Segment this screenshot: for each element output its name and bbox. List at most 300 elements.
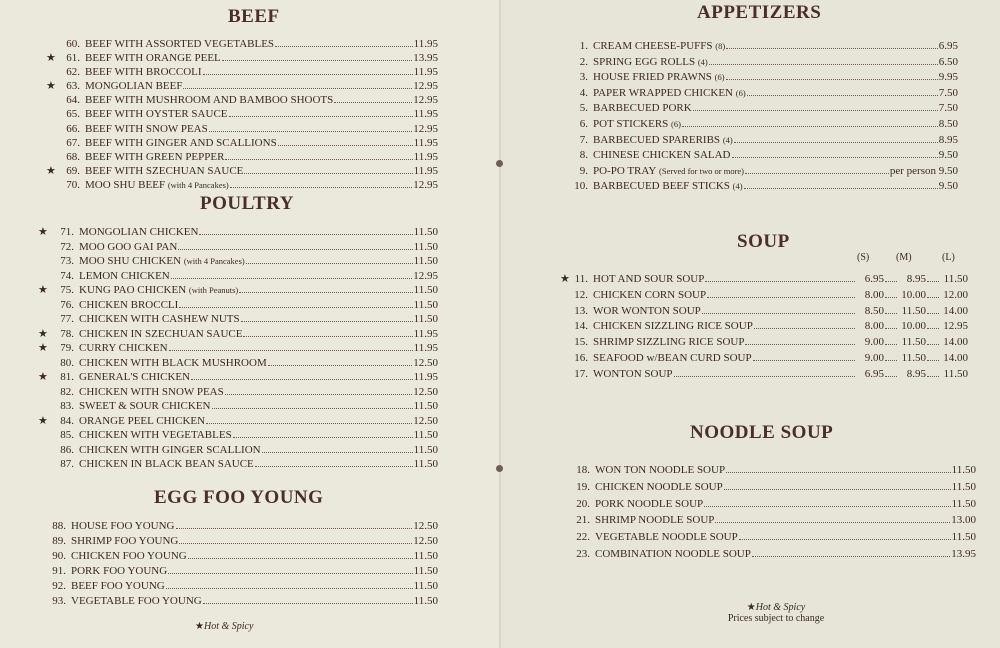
hot-spicy-star-icon: ★ bbox=[46, 80, 56, 93]
item-price: 11.95 bbox=[413, 108, 438, 121]
dot-leader bbox=[225, 159, 412, 160]
item-price: 12.95 bbox=[413, 94, 438, 107]
menu-item bbox=[30, 269, 438, 284]
item-name: BARBECUED SPARERIBS bbox=[593, 133, 721, 146]
menu-item bbox=[550, 86, 958, 102]
item-price: 11.95 bbox=[413, 371, 438, 383]
item-number: 3. bbox=[579, 71, 588, 84]
item-price: 11.50 bbox=[413, 595, 438, 608]
item-number: 89. bbox=[52, 535, 66, 548]
item-price: 6.50 bbox=[938, 55, 958, 68]
menu-item bbox=[550, 133, 958, 149]
item-number: 69. bbox=[66, 164, 80, 177]
item-price: 8.95 bbox=[938, 133, 958, 146]
item-price: 13.00 bbox=[951, 514, 976, 527]
noodle-soup-item-list bbox=[550, 462, 976, 563]
item-name: BEEF WITH GINGER AND SCALLIONS bbox=[85, 136, 277, 149]
menu-item bbox=[30, 164, 438, 178]
item-number: 93. bbox=[52, 595, 66, 608]
dot-leader bbox=[209, 131, 413, 132]
dot-leader bbox=[726, 472, 951, 473]
item-name: CURRY CHICKEN bbox=[79, 342, 168, 354]
menu-item bbox=[550, 39, 958, 55]
star-icon: ★ bbox=[746, 602, 756, 613]
item-name: VEGETABLE NOODLE SOUP bbox=[595, 531, 738, 544]
poultry-item-list bbox=[30, 225, 438, 472]
price-large: 14.00 bbox=[943, 351, 968, 364]
item-name: HOUSE FRIED PRAWNS bbox=[593, 71, 712, 84]
price-medium: 8.95 bbox=[906, 367, 926, 380]
menu-item bbox=[550, 512, 976, 529]
item-name: BARBECUED BEEF STICKS bbox=[593, 180, 730, 193]
menu-item bbox=[30, 122, 438, 136]
dot-leader bbox=[203, 603, 413, 604]
item-number: 86. bbox=[60, 443, 74, 456]
item-price: 11.50 bbox=[413, 458, 438, 470]
dot-leader bbox=[206, 423, 412, 424]
item-name: HOT AND SOUR SOUP bbox=[593, 273, 705, 285]
menu-item bbox=[30, 225, 438, 240]
menu-item bbox=[550, 164, 958, 180]
item-price: 7.50 bbox=[938, 102, 958, 115]
item-number: 8. bbox=[579, 149, 588, 162]
item-name: SHRIMP SIZZLING RICE SOUP bbox=[593, 336, 745, 349]
item-price: 12.95 bbox=[413, 269, 438, 282]
item-price: 11.50 bbox=[413, 443, 438, 456]
item-note: (6) bbox=[714, 72, 725, 83]
item-name: LEMON CHICKEN bbox=[79, 269, 170, 282]
item-note: (with 4 Pancakes) bbox=[167, 179, 229, 190]
menu-item bbox=[550, 496, 976, 513]
item-name: KUNG PAO CHICKEN bbox=[79, 284, 187, 296]
dot-leader bbox=[752, 556, 950, 557]
item-name: MOO SHU BEEF bbox=[85, 178, 166, 191]
item-number: 87. bbox=[60, 458, 74, 470]
prices-notice: Prices subject to change bbox=[727, 613, 825, 624]
menu-item bbox=[30, 356, 438, 371]
item-number: 67. bbox=[66, 136, 80, 149]
item-number: 64. bbox=[66, 94, 80, 107]
item-name: CHICKEN CORN SOUP bbox=[593, 288, 707, 301]
item-name: PORK NOODLE SOUP bbox=[595, 497, 704, 510]
item-price: 11.95 bbox=[413, 66, 438, 79]
item-name: CHICKEN WITH SNOW PEAS bbox=[79, 385, 224, 398]
item-number: 15. bbox=[574, 336, 588, 349]
item-price: 11.50 bbox=[413, 284, 438, 296]
dot-leader bbox=[754, 328, 855, 329]
item-price: 13.95 bbox=[951, 547, 976, 560]
dot-leader bbox=[334, 102, 412, 103]
item-name: SHRIMP FOO YOUNG bbox=[71, 535, 179, 548]
dot-leader bbox=[225, 394, 413, 395]
item-name: CHICKEN IN BLACK BEAN SAUCE bbox=[79, 458, 254, 470]
menu-item bbox=[550, 272, 968, 288]
item-price: 11.50 bbox=[413, 240, 438, 253]
item-price: 12.95 bbox=[413, 80, 438, 93]
menu-item bbox=[30, 150, 438, 164]
menu-item bbox=[30, 519, 438, 534]
dot-leader bbox=[243, 336, 412, 337]
dot-leader bbox=[268, 365, 413, 366]
menu-item bbox=[550, 101, 958, 117]
item-name: WOR WONTON SOUP bbox=[593, 304, 701, 317]
item-note: (Served for two or more) bbox=[659, 165, 745, 176]
price-small: 8.00 bbox=[864, 320, 884, 333]
price-small: 8.50 bbox=[864, 304, 884, 317]
menu-item bbox=[550, 546, 976, 563]
dot-leader bbox=[183, 88, 412, 89]
item-price: 13.95 bbox=[413, 52, 438, 65]
item-price: 11.95 bbox=[413, 150, 438, 163]
dot-leader bbox=[726, 48, 938, 49]
menu-item bbox=[550, 288, 968, 304]
item-number: 66. bbox=[66, 122, 80, 135]
item-price: 11.50 bbox=[413, 400, 438, 412]
menu-item bbox=[550, 319, 968, 335]
item-name: BEEF WITH GREEN PEPPER bbox=[85, 150, 225, 163]
binder-hole bbox=[496, 160, 503, 167]
menu-item bbox=[550, 462, 976, 479]
dot-leader bbox=[682, 126, 938, 127]
item-name: MOO GOO GAI PAN bbox=[79, 240, 178, 253]
menu-item bbox=[30, 327, 438, 342]
dot-leader bbox=[885, 376, 897, 377]
item-name: BEEF WITH MUSHROOM AND BAMBOO SHOOTS bbox=[85, 94, 334, 107]
item-note: (6) bbox=[671, 118, 681, 129]
item-price: 12.50 bbox=[413, 385, 438, 398]
menu-item bbox=[30, 178, 438, 192]
item-price: 12.50 bbox=[413, 356, 438, 369]
appetizers-item-list bbox=[550, 39, 958, 195]
item-number: 75. bbox=[60, 284, 74, 296]
item-name: MOO SHU CHICKEN bbox=[79, 255, 182, 267]
price-large: 12.00 bbox=[943, 288, 968, 301]
item-price: 12.50 bbox=[413, 520, 438, 532]
item-number: 7. bbox=[579, 133, 588, 146]
hot-spicy-label: Hot & Spicy bbox=[755, 602, 806, 613]
dot-leader bbox=[739, 539, 951, 540]
item-number: 73. bbox=[60, 255, 74, 267]
noodle-soup-section-title: NOODLE SOUP bbox=[690, 422, 834, 443]
item-price: per person 9.50 bbox=[889, 164, 958, 177]
price-large: 14.00 bbox=[943, 336, 968, 349]
poultry-section-title: POULTRY bbox=[200, 193, 294, 214]
item-note: (4) bbox=[697, 56, 708, 67]
hot-spicy-star-icon: ★ bbox=[46, 164, 56, 177]
dot-leader bbox=[191, 379, 413, 380]
menu-item bbox=[550, 367, 968, 383]
item-name: PAPER WRAPPED CHICKEN bbox=[593, 86, 733, 99]
dot-leader bbox=[241, 321, 413, 322]
item-number: 18. bbox=[576, 464, 590, 476]
item-name: BEEF WITH OYSTER SAUCE bbox=[85, 108, 228, 121]
dot-leader bbox=[885, 360, 897, 361]
dot-leader bbox=[178, 249, 412, 250]
menu-item bbox=[30, 428, 438, 443]
item-price: 11.95 bbox=[413, 38, 438, 50]
menu-item bbox=[550, 529, 976, 546]
menu-item bbox=[30, 534, 438, 549]
hot-spicy-star-icon: ★ bbox=[38, 226, 48, 238]
dot-leader bbox=[179, 543, 412, 544]
item-number: 62. bbox=[66, 66, 80, 79]
item-number: 88. bbox=[52, 520, 66, 532]
menu-item bbox=[550, 117, 958, 133]
item-price: 11.50 bbox=[951, 480, 976, 493]
item-price: 11.50 bbox=[951, 464, 976, 476]
item-number: 76. bbox=[60, 298, 74, 311]
dot-leader bbox=[702, 313, 855, 314]
item-name: BEEF WITH ORANGE PEEL bbox=[85, 52, 221, 65]
hot-spicy-star-icon: ★ bbox=[560, 273, 570, 285]
dot-leader bbox=[222, 60, 412, 61]
item-number: 4. bbox=[579, 86, 588, 99]
item-name: CHICKEN IN SZECHUAN SAUCE bbox=[79, 327, 243, 340]
item-price: 11.50 bbox=[413, 429, 438, 441]
hot-spicy-label: Hot & Spicy bbox=[203, 621, 254, 632]
menu-item bbox=[30, 283, 438, 298]
soup-size-small-header: (S) bbox=[857, 252, 870, 263]
item-number: 81. bbox=[60, 371, 74, 383]
menu-item bbox=[550, 148, 958, 164]
soup-item-list bbox=[550, 272, 968, 383]
menu-item bbox=[550, 55, 958, 71]
item-name: GENERAL'S CHICKEN bbox=[79, 371, 191, 383]
dot-leader bbox=[693, 110, 938, 111]
item-name: CHICKEN WITH CASHEW NUTS bbox=[79, 313, 240, 325]
item-number: 83. bbox=[60, 400, 74, 412]
dot-leader bbox=[709, 64, 938, 65]
dot-leader bbox=[747, 95, 938, 96]
price-large: 14.00 bbox=[943, 304, 968, 317]
item-price: 11.50 bbox=[413, 226, 438, 238]
dot-leader bbox=[168, 573, 412, 574]
dot-leader bbox=[724, 489, 951, 490]
item-number: 9. bbox=[579, 164, 588, 177]
item-name: CHINESE CHICKEN SALAD bbox=[593, 149, 731, 162]
item-price: 11.95 bbox=[413, 136, 438, 149]
dot-leader bbox=[726, 79, 938, 80]
dot-leader bbox=[885, 281, 897, 282]
dot-leader bbox=[927, 360, 939, 361]
menu-item bbox=[30, 457, 438, 472]
item-price: 12.50 bbox=[413, 535, 438, 548]
item-name: VEGETABLE FOO YOUNG bbox=[71, 595, 202, 608]
dot-leader bbox=[188, 558, 413, 559]
menu-item bbox=[30, 564, 438, 579]
item-price: 11.95 bbox=[413, 164, 438, 177]
menu-item bbox=[30, 594, 438, 609]
dot-leader bbox=[753, 360, 855, 361]
item-note: (4) bbox=[732, 181, 743, 192]
hot-spicy-star-icon: ★ bbox=[38, 371, 48, 383]
item-number: 22. bbox=[576, 531, 590, 544]
item-name: POT STICKERS bbox=[593, 117, 669, 130]
price-large: 12.95 bbox=[943, 320, 968, 333]
price-small: 9.00 bbox=[864, 351, 884, 364]
item-note: (4) bbox=[722, 134, 733, 145]
price-medium: 10.00 bbox=[901, 320, 926, 333]
dot-leader bbox=[275, 46, 413, 47]
dot-leader bbox=[885, 328, 897, 329]
star-icon: ★ bbox=[195, 621, 204, 632]
item-number: 90. bbox=[52, 550, 66, 563]
appetizers-section-title: APPETIZERS bbox=[697, 2, 822, 23]
menu-item bbox=[550, 70, 958, 86]
item-number: 79. bbox=[60, 342, 74, 354]
item-price: 7.50 bbox=[938, 86, 958, 99]
price-small: 9.00 bbox=[864, 336, 884, 349]
item-number: 68. bbox=[66, 150, 80, 163]
item-number: 60. bbox=[66, 38, 80, 50]
dot-leader bbox=[734, 142, 938, 143]
dot-leader bbox=[927, 297, 939, 298]
hot-spicy-star-icon: ★ bbox=[46, 52, 56, 65]
menu-item bbox=[550, 351, 968, 367]
item-name: SHRIMP NOODLE SOUP bbox=[595, 514, 715, 527]
price-medium: 10.00 bbox=[901, 288, 926, 301]
item-number: 1. bbox=[579, 40, 588, 52]
dot-leader bbox=[233, 437, 413, 438]
hot-spicy-star-icon: ★ bbox=[38, 342, 48, 354]
menu-item bbox=[30, 341, 438, 356]
dot-leader bbox=[744, 188, 938, 189]
item-number: 91. bbox=[52, 565, 66, 578]
menu-item bbox=[30, 414, 438, 429]
menu-item bbox=[30, 312, 438, 327]
dot-leader bbox=[705, 281, 855, 282]
hot-spicy-legend bbox=[195, 621, 253, 632]
item-number: 80. bbox=[60, 356, 74, 369]
item-number: 6. bbox=[579, 117, 588, 130]
price-medium: 11.50 bbox=[901, 304, 926, 317]
item-price: 11.50 bbox=[413, 255, 438, 267]
item-price: 11.50 bbox=[413, 550, 438, 563]
price-small: 8.00 bbox=[864, 288, 884, 301]
dot-leader bbox=[239, 292, 412, 293]
item-price: 11.95 bbox=[413, 327, 438, 340]
item-name: CHICKEN NOODLE SOUP bbox=[595, 480, 723, 493]
dot-leader bbox=[262, 452, 413, 453]
dot-leader bbox=[885, 344, 897, 345]
soup-section-title: SOUP bbox=[737, 231, 790, 252]
menu-item bbox=[550, 479, 976, 496]
menu-item bbox=[30, 385, 438, 400]
item-price: 9.95 bbox=[938, 71, 958, 84]
item-price: 9.50 bbox=[938, 149, 958, 162]
menu-item bbox=[30, 549, 438, 564]
item-number: 11. bbox=[574, 273, 588, 285]
item-name: WON TON NOODLE SOUP bbox=[595, 464, 726, 476]
dot-leader bbox=[927, 344, 939, 345]
item-price: 9.50 bbox=[938, 180, 958, 193]
item-name: CREAM CHEESE-PUFFS bbox=[593, 40, 713, 52]
item-name: ORANGE PEEL CHICKEN bbox=[79, 414, 206, 427]
item-name: WONTON SOUP bbox=[593, 367, 673, 380]
item-name: BEEF FOO YOUNG bbox=[71, 580, 165, 593]
item-number: 19. bbox=[576, 480, 590, 493]
item-name: BEEF WITH SZECHUAN SAUCE bbox=[85, 164, 244, 177]
price-large: 11.50 bbox=[943, 273, 968, 285]
binder-hole bbox=[496, 465, 503, 472]
price-small: 6.95 bbox=[864, 273, 884, 285]
right-footer bbox=[716, 602, 836, 624]
item-price: 6.95 bbox=[938, 40, 958, 52]
item-price: 11.50 bbox=[413, 298, 438, 311]
item-name: BEEF WITH ASSORTED VEGETABLES bbox=[85, 38, 275, 50]
price-large: 11.50 bbox=[943, 367, 968, 380]
item-number: 23. bbox=[576, 547, 590, 560]
item-name: MONGOLIAN CHICKEN bbox=[79, 226, 199, 238]
item-price: 11.50 bbox=[951, 497, 976, 510]
dot-leader bbox=[171, 278, 413, 279]
item-number: 5. bbox=[579, 102, 588, 115]
dot-leader bbox=[212, 408, 413, 409]
menu-item bbox=[30, 254, 438, 269]
dot-leader bbox=[244, 173, 412, 174]
item-number: 72. bbox=[60, 240, 74, 253]
menu-item bbox=[30, 93, 438, 107]
menu-item bbox=[30, 579, 438, 594]
item-name: CHICKEN SIZZLING RICE SOUP bbox=[593, 320, 753, 333]
soup-size-large-header: (L) bbox=[942, 252, 955, 263]
dot-leader bbox=[927, 328, 939, 329]
dot-leader bbox=[732, 157, 938, 158]
item-number: 92. bbox=[52, 580, 66, 593]
item-number: 85. bbox=[60, 429, 74, 441]
item-price: 12.95 bbox=[413, 178, 438, 191]
item-number: 10. bbox=[574, 180, 588, 193]
dot-leader bbox=[246, 263, 413, 264]
item-name: BEEF WITH SNOW PEAS bbox=[85, 122, 208, 135]
item-number: 61. bbox=[66, 52, 80, 65]
item-name: PO-PO TRAY bbox=[593, 164, 657, 177]
item-note: (with 4 Pancakes) bbox=[183, 256, 245, 266]
price-medium: 11.50 bbox=[901, 351, 926, 364]
dot-leader bbox=[255, 466, 413, 467]
dot-leader bbox=[278, 145, 413, 146]
dot-leader bbox=[230, 187, 413, 188]
beef-section-title: BEEF bbox=[228, 6, 280, 27]
egg-foo-young-section-title: EGG FOO YOUNG bbox=[154, 487, 324, 508]
dot-leader bbox=[169, 350, 413, 351]
item-name: CHICKEN WITH BLACK MUSHROOM bbox=[79, 356, 267, 369]
item-number: 78. bbox=[60, 327, 74, 340]
item-price: 12.50 bbox=[413, 414, 438, 427]
item-name: MONGOLIAN BEEF bbox=[85, 80, 183, 93]
dot-leader bbox=[199, 234, 412, 235]
item-name: BEEF WITH BROCCOLI bbox=[85, 66, 202, 79]
menu-item bbox=[30, 107, 438, 121]
item-price: 11.95 bbox=[413, 342, 438, 354]
dot-leader bbox=[885, 297, 897, 298]
item-name: SPRING EGG ROLLS bbox=[593, 55, 696, 68]
item-number: 12. bbox=[574, 288, 588, 301]
hot-spicy-star-icon: ★ bbox=[38, 327, 48, 340]
dot-leader bbox=[704, 506, 950, 507]
item-number: 65. bbox=[66, 108, 80, 121]
item-number: 71. bbox=[60, 226, 74, 238]
hot-spicy-star-icon: ★ bbox=[38, 414, 48, 427]
dot-leader bbox=[885, 313, 897, 314]
item-name: CHICKEN WITH GINGER SCALLION bbox=[79, 443, 261, 456]
dot-leader bbox=[715, 522, 950, 523]
menu-item bbox=[30, 51, 438, 65]
hot-spicy-star-icon: ★ bbox=[38, 284, 48, 296]
menu-item bbox=[30, 136, 438, 150]
item-number: 16. bbox=[574, 351, 588, 364]
item-name: CHICKEN FOO YOUNG bbox=[71, 550, 187, 563]
